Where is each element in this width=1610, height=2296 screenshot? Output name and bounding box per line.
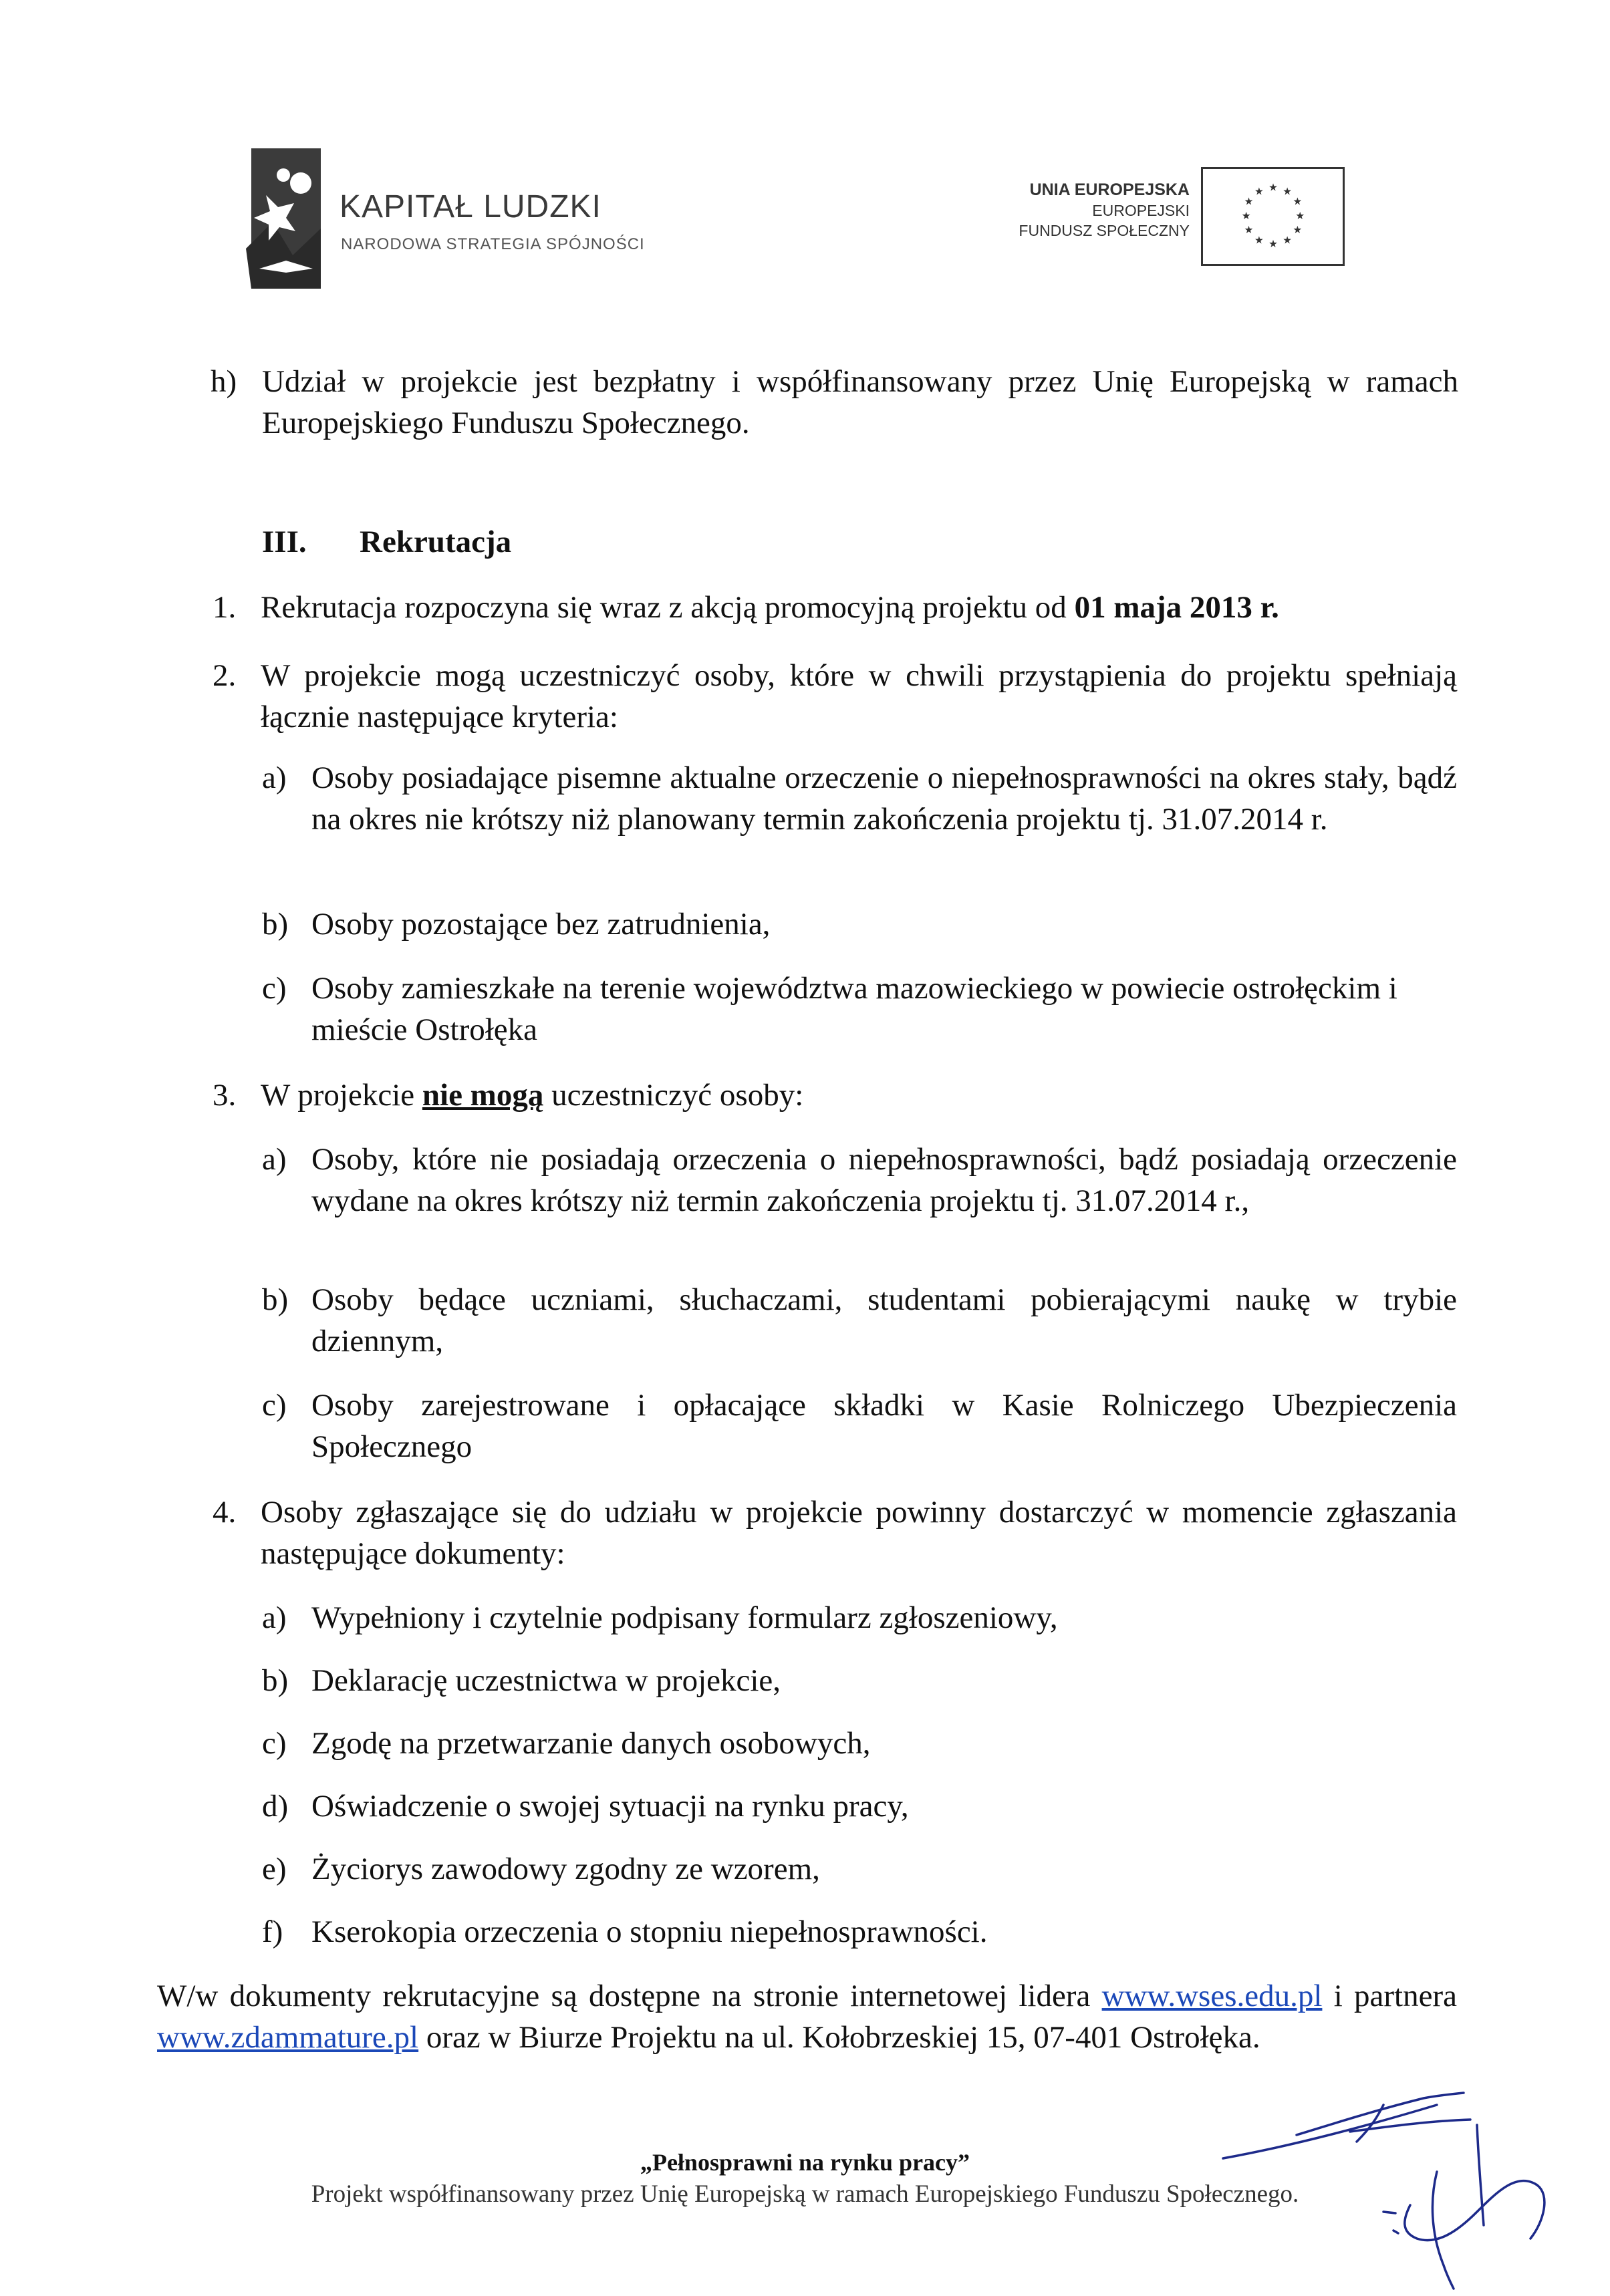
svg-text:★: ★ bbox=[1254, 185, 1264, 198]
item-h-text: Udział w projekcie jest bezpłatny i współfinansowany przez Unię Europejską w ramach Europejskiego Funduszu Społecznego. bbox=[262, 364, 1458, 440]
item-3-emphasis: nie mogą bbox=[422, 1078, 544, 1113]
section-number: III. bbox=[262, 525, 307, 559]
item-4a-text: Wypełniony i czytelnie podpisany formularz zgłoszeniowy, bbox=[311, 1600, 1058, 1635]
item-4c-marker: c) bbox=[262, 1726, 287, 1761]
closing-part-1: W/w dokumenty rekrutacyjne są dostępne na stronie internetowej lidera bbox=[157, 1979, 1102, 2013]
closing-part-2: i partnera bbox=[1322, 1979, 1457, 2013]
item-4b-marker: b) bbox=[262, 1663, 289, 1698]
item-4f-marker: f) bbox=[262, 1914, 283, 1949]
item-4e-marker: e) bbox=[262, 1852, 287, 1886]
item-4e-text: Życiorys zawodowy zgodny ze wzorem, bbox=[311, 1852, 820, 1886]
section-title: Rekrutacja bbox=[360, 525, 512, 559]
item-2b-text: Osoby pozostające bez zatrudnienia, bbox=[311, 907, 771, 942]
item-2c-marker: c) bbox=[262, 971, 287, 1006]
footer-subtitle: Projekt współfinansowany przez Unię Europejską w ramach Europejskiego Funduszu Społecznego. bbox=[311, 2180, 1299, 2208]
item-4-text: Osoby zgłaszające się do udziału w projekcie powinny dostarczyć w momencie zgłaszania następujące dokumenty: bbox=[261, 1495, 1457, 1571]
item-3-text bbox=[261, 1074, 1457, 1116]
item-3a-text: Osoby, które nie posiadają orzeczenia o niepełnosprawności, bądź posiadają orzeczenie wydane na okres krótszy niż termin zakończenia projektu tj. 31.07.2014 r., bbox=[311, 1142, 1457, 1218]
eu-line-3: FUNDUSZ SPOŁECZNY bbox=[1019, 222, 1190, 239]
item-3-marker: 3. bbox=[213, 1078, 237, 1113]
kapital-ludzki-title: KAPITAŁ LUDZKI bbox=[340, 189, 601, 225]
item-1-date: 01 maja 2013 r. bbox=[1074, 590, 1279, 625]
item-3-before: W projekcie bbox=[261, 1078, 422, 1113]
item-1-body: Rekrutacja rozpoczyna się wraz z akcją promocyjną projektu od bbox=[261, 590, 1075, 625]
item-1-text bbox=[261, 587, 1464, 628]
kapital-ludzki-subtitle: NARODOWA STRATEGIA SPÓJNOŚCI bbox=[341, 235, 645, 253]
item-4d-text: Oświadczenie o swojej sytuacji na rynku pracy, bbox=[311, 1789, 909, 1824]
svg-text:★: ★ bbox=[1283, 234, 1292, 247]
svg-text:★: ★ bbox=[1293, 195, 1303, 208]
svg-text:★: ★ bbox=[1268, 181, 1278, 194]
item-h-marker: h) bbox=[211, 364, 237, 399]
item-3c-marker: c) bbox=[262, 1388, 287, 1423]
footer-project-title: „Pełnosprawni na rynku pracy” bbox=[640, 2149, 970, 2176]
item-3a-marker: a) bbox=[262, 1142, 287, 1177]
svg-text:★: ★ bbox=[1295, 209, 1305, 222]
closing-part-3: oraz w Biurze Projektu na ul. Kołobrzeskiej 15, 07-401 Ostrołęka. bbox=[418, 2020, 1260, 2055]
svg-text:★: ★ bbox=[1283, 185, 1292, 198]
item-3-after: uczestniczyć osoby: bbox=[543, 1078, 804, 1113]
eu-line-1: UNIA EUROPEJSKA bbox=[1029, 180, 1190, 199]
item-4a-marker: a) bbox=[262, 1600, 287, 1635]
item-4c-text: Zgodę na przetwarzanie danych osobowych, bbox=[311, 1726, 871, 1761]
item-2a-marker: a) bbox=[262, 760, 287, 795]
item-3b-marker: b) bbox=[262, 1282, 289, 1317]
item-4-marker: 4. bbox=[213, 1495, 237, 1530]
item-2-marker: 2. bbox=[213, 658, 237, 693]
eu-text-block bbox=[922, 179, 1190, 241]
kapital-ludzki-logo bbox=[246, 148, 321, 289]
handwritten-signature bbox=[1216, 2078, 1577, 2292]
eu-line-2: EUROPEJSKI bbox=[1092, 202, 1190, 219]
svg-text:★: ★ bbox=[1268, 238, 1278, 251]
closing-paragraph bbox=[157, 1975, 1457, 2058]
item-4f-text: Kserokopia orzeczenia o stopniu niepełnosprawności. bbox=[311, 1914, 988, 1949]
leader-website-link[interactable]: www.wses.edu.pl bbox=[1101, 1979, 1323, 2013]
svg-text:★: ★ bbox=[1254, 234, 1264, 247]
eu-flag-icon bbox=[1201, 167, 1345, 266]
item-4d-marker: d) bbox=[262, 1789, 289, 1824]
item-3b-text: Osoby będące uczniami, słuchaczami, studentami pobierającymi naukę w trybie dziennym, bbox=[311, 1282, 1457, 1358]
partner-website-link[interactable]: www.zdammature.pl bbox=[157, 2020, 419, 2055]
item-3c-text: Osoby zarejestrowane i opłacające składki w Kasie Rolniczego Ubezpieczenia Społecznego bbox=[311, 1388, 1457, 1464]
item-1-marker: 1. bbox=[213, 590, 237, 625]
item-2-text: W projekcie mogą uczestniczyć osoby, które w chwili przystąpienia do projektu spełniają łącznie następujące kryteria: bbox=[261, 658, 1457, 734]
item-2c-text: Osoby zamieszkałe na terenie województwa mazowieckiego w powiecie ostrołęckim i mieście Ostrołęka bbox=[311, 971, 1397, 1047]
item-2b-marker: b) bbox=[262, 907, 289, 942]
item-2a-text: Osoby posiadające pisemne aktualne orzeczenie o niepełnosprawności na okres stały, bądź na okres nie krótszy niż planowany termin zakończenia projektu tj. 31.07.2014 r. bbox=[311, 760, 1457, 837]
svg-text:★: ★ bbox=[1293, 223, 1303, 236]
svg-text:★: ★ bbox=[1241, 209, 1251, 222]
svg-text:★: ★ bbox=[1244, 195, 1254, 208]
svg-text:★: ★ bbox=[1244, 223, 1254, 236]
item-4b-text: Deklarację uczestnictwa w projekcie, bbox=[311, 1663, 781, 1698]
